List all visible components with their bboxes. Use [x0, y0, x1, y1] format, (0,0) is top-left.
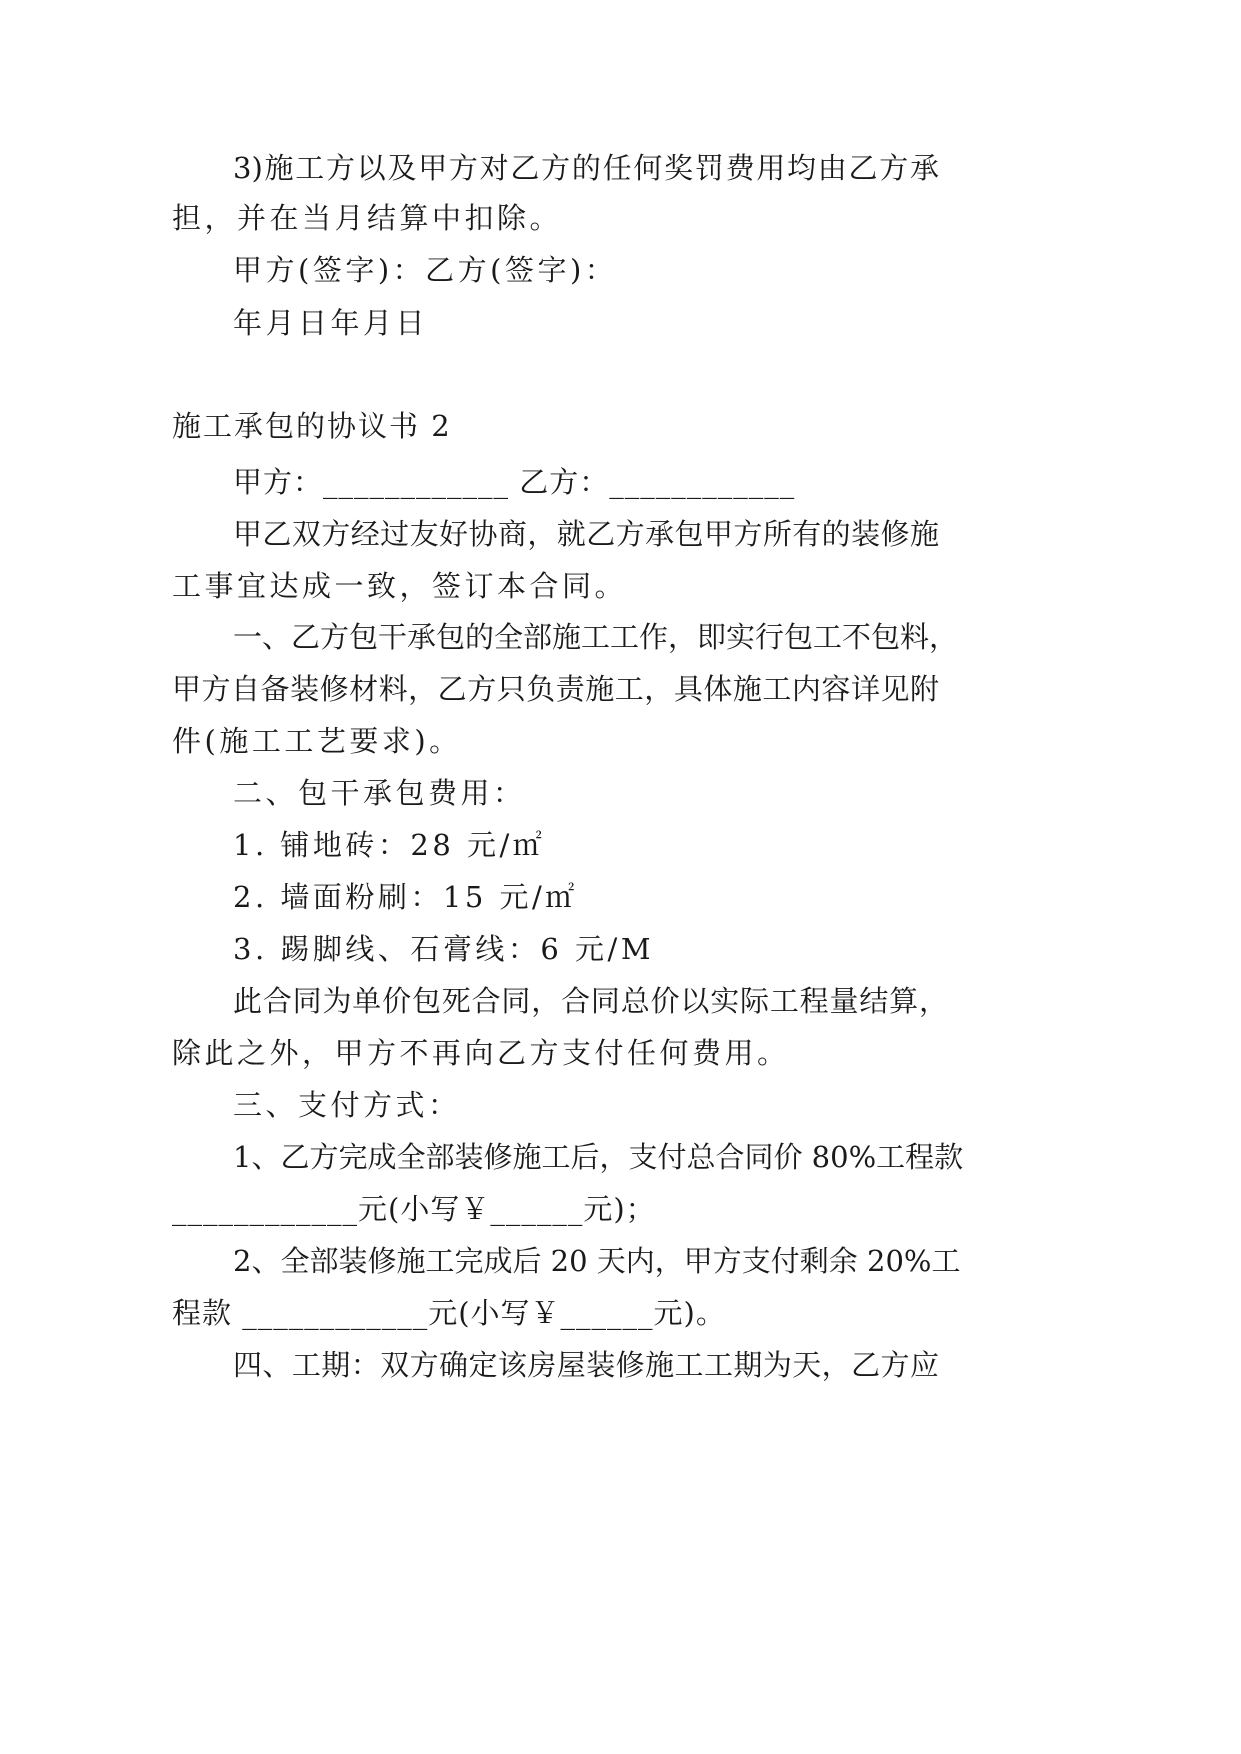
- payment-2-line-2: 程款 ____________元(小写￥______元)。: [172, 1296, 726, 1330]
- section-1-line-1: 一、乙方包干承包的全部施工工作，即实行包工不包料，: [233, 620, 959, 654]
- parties-line: 甲方：____________ 乙方：____________: [233, 465, 796, 499]
- section-1-line-2: 甲方自备装修材料，乙方只负责施工，具体施工内容详见附: [172, 672, 939, 706]
- intro-line-1: 甲乙双方经过友好协商，就乙方承包甲方所有的装修施: [233, 517, 939, 551]
- signature-date-line: 年月日年月日: [233, 306, 429, 340]
- signature-party-line: 甲方(签字)：乙方(签字)：: [233, 253, 618, 287]
- section-1-line-3: 件(施工工艺要求)。: [172, 724, 462, 758]
- fee-item-wall-paint: 2. 墙面粉刷：15 元/㎡: [233, 880, 578, 914]
- payment-1-line-2: ____________元(小写￥______元)；: [172, 1192, 656, 1226]
- fee-item-skirting-plaster: 3. 踢脚线、石膏线：6 元/M: [233, 932, 655, 966]
- fixed-price-line-2: 除此之外，甲方不再向乙方支付任何费用。: [172, 1036, 790, 1070]
- intro-line-2: 工事宜达成一致，签订本合同。: [172, 569, 628, 603]
- clause-3-penalty-line-2: 担，并在当月结算中扣除。: [172, 201, 563, 235]
- agreement-title: 施工承包的协议书 2: [172, 409, 452, 443]
- clause-3-penalty-line-1: 3)施工方以及甲方对乙方的任何奖罚费用均由乙方承: [233, 151, 939, 185]
- section-3-heading: 三、支付方式：: [233, 1088, 461, 1122]
- payment-1-line-1: 1、乙方完成全部装修施工后，支付总合同价 80%工程款: [233, 1140, 964, 1174]
- section-4-line-1: 四、工期：双方确定该房屋装修施工工期为天，乙方应: [233, 1348, 939, 1382]
- payment-2-line-1: 2、全部装修施工完成后 20 天内，甲方支付剩余 20%工: [233, 1244, 961, 1278]
- section-2-heading: 二、包干承包费用：: [233, 776, 526, 810]
- fee-item-floor-tile: 1. 铺地砖：28 元/㎡: [233, 828, 546, 862]
- fixed-price-line-1: 此合同为单价包死合同，合同总价以实际工程量结算，: [233, 984, 948, 1018]
